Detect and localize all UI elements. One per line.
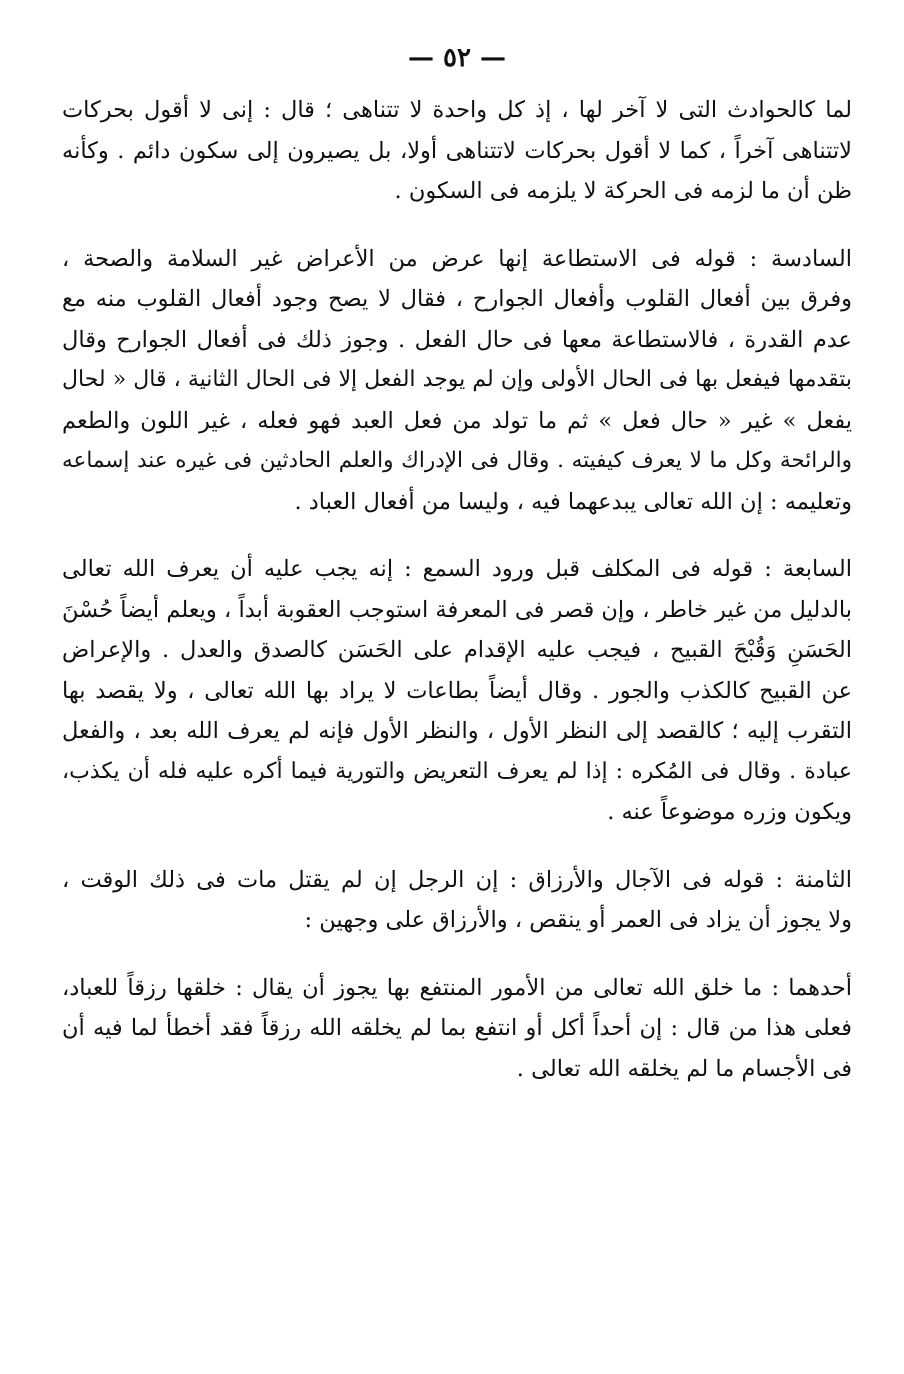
paragraph-1 (62, 90, 852, 212)
text-line: وتعليمه : إن الله تعالى يبدعهما فيه ، وليسا من أفعال العباد . (294, 488, 852, 515)
paragraph-3 (62, 549, 852, 833)
text-line: والرائحة وكل ما لا يعرف كيفيته . وقال فى الإدراك والعلم الحادثين فى غيره عند إسماعه (62, 448, 852, 473)
text-line: وفرق بين أفعال القلوب وأفعال الجوارح ، فقال لا يصح وجود أفعال القلوب منه مع (62, 286, 852, 312)
text-line: يفعل » غير « حال فعل » ثم ما تولد من فعل العبد فهو فعله ، غير اللون والطعم (62, 407, 852, 434)
text-line: أحدهما : ما خلق الله تعالى من الأمور المنتفع بها يجوز أن يقال : خلقها رزقاً للعباد، (62, 974, 852, 1001)
text-line: عن القبيح كالكذب والجور . وقال أيضاً بطاعات لا يراد بها الله تعالى ، ولا يقصد بها (62, 677, 852, 704)
text-line: عدم القدرة ، فالاستطاعة معها فى حال الفعل . وجوز ذلك فى أفعال الجوارح وقال (62, 326, 852, 353)
text-line: التقرب إليه ؛ كالقصد إلى النظر الأول ، والنظر الأول فإنه لم يعرف الله بعد ، والفعل (62, 718, 852, 744)
paragraph-5 (62, 968, 852, 1090)
text-line: بالدليل من غير خاطر ، وإن قصر فى المعرفة استوجب العقوبة أبداً ، ويعلم أيضاً حُسْنَ (62, 596, 852, 623)
text-line: لاتتناهى آخراً ، كما لا أقول بحركات لاتتناهى أولا، بل يصيرون إلى سكون دائم . وكأنه (62, 137, 852, 164)
text-line: ظن أن ما لزمه فى الحركة لا يلزمه فى السكون . (394, 178, 852, 204)
text-line: الثامنة : قوله فى الآجال والأرزاق : إن الرجل إن لم يقتل مات فى ذلك الوقت ، (62, 866, 852, 893)
text-line: عبادة . وقال فى المُكره : إذا لم يعرف التعريض والتورية فيما أكره عليه فله أن يكذب، (62, 758, 852, 784)
text-line: السابعة : قوله فى المكلف قبل ورود السمع : إنه يجب عليه أن يعرف الله تعالى (62, 556, 852, 582)
page-number: — ٥٢ — (407, 43, 507, 73)
text-line: فعلى هذا من قال : إن أحداً أكل أو انتفع بما لم يخلقه الله رزقاً فقد أخطأ لما فيه أن (62, 1015, 852, 1041)
text-line: السادسة : قوله فى الاستطاعة إنها عرض من الأعراض غير السلامة والصحة ، (62, 245, 852, 272)
paragraph-2 (62, 239, 852, 523)
text-line: لما كالحوادث التى لا آخر لها ، إذ كل واحدة لا تتناهى ؛ قال : إنى لا أقول بحركات (62, 97, 852, 123)
paragraph-4 (62, 860, 852, 941)
text-line: ويكون وزره موضوعاً عنه . (607, 799, 852, 825)
text-line: ولا يجوز أن يزاد فى العمر أو ينقص ، والأرزاق على وجهين : (304, 907, 852, 933)
text-line: الحَسَنِ وَقُبْحَ القبيح ، فيجب عليه الإقدام على الحَسَن كالصدق والعدل . والإعراض (62, 637, 852, 663)
text-line: فى الأجسام ما لم يخلقه الله تعالى . (516, 1055, 852, 1082)
document-page (62, 36, 852, 1336)
text-line: بتقدمها فيفعل بها فى الحال الأولى وإن لم يوجد الفعل إلا فى الحال الثانية ، قال « لحال (62, 367, 852, 392)
